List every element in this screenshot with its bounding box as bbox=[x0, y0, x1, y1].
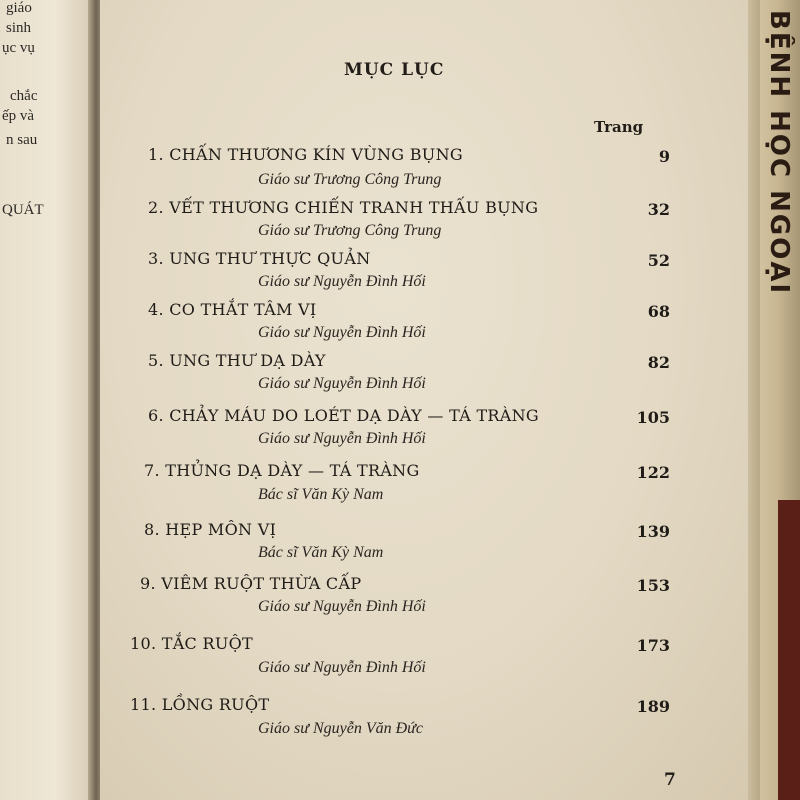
spine-title: BỆNH HỌC NGOẠI bbox=[764, 10, 794, 296]
toc-entry-author: Giáo sư Trương Công Trung bbox=[258, 171, 442, 188]
toc-entry-title: 11. LỒNG RUỘT bbox=[130, 695, 270, 714]
toc-entry-page: 32 bbox=[647, 200, 670, 219]
toc-heading: MỤC LỤC bbox=[344, 60, 445, 80]
toc-entry-page: 153 bbox=[636, 576, 670, 595]
left-page-fragment: chắc bbox=[10, 88, 38, 104]
toc-entry-title: 6. CHẢY MÁU DO LOÉT DẠ DÀY — TÁ TRÀNG bbox=[148, 406, 539, 425]
toc-entry-title: 10. TẮC RUỘT bbox=[130, 634, 254, 653]
left-page bbox=[0, 0, 92, 800]
left-page-fragment: ục vụ bbox=[2, 40, 35, 56]
toc-entry-author: Giáo sư Nguyễn Đình Hối bbox=[258, 659, 426, 676]
toc-entry-author: Giáo sư Nguyễn Đình Hối bbox=[258, 598, 426, 615]
left-page-fragment: n sau bbox=[6, 132, 38, 148]
toc-entry-page: 52 bbox=[647, 251, 670, 270]
toc-entry-author: Giáo sư Nguyễn Đình Hối bbox=[258, 324, 426, 341]
toc-entry-author: Bác sĩ Văn Kỳ Nam bbox=[258, 486, 384, 503]
spine-cover bbox=[778, 500, 800, 800]
toc-entry-title: 9. VIÊM RUỘT THỪA CẤP bbox=[140, 574, 362, 593]
toc-entry-title: 5. UNG THƯ DẠ DÀY bbox=[148, 351, 326, 370]
toc-entry-author: Giáo sư Nguyễn Đình Hối bbox=[258, 375, 426, 392]
left-page-fragment: giáo bbox=[6, 0, 32, 16]
page-column-label: Trang bbox=[594, 118, 644, 136]
toc-entry-page: 68 bbox=[647, 302, 670, 321]
toc-entry-title: 3. UNG THƯ THỰC QUẢN bbox=[148, 249, 371, 268]
toc-entry-title: 7. THỦNG DẠ DÀY — TÁ TRÀNG bbox=[144, 461, 420, 480]
toc-entry-page: 189 bbox=[636, 697, 670, 716]
toc-entry-page: 105 bbox=[636, 408, 670, 427]
toc-page bbox=[100, 0, 748, 800]
toc-entry-title: 2. VẾT THƯƠNG CHIẾN TRANH THẤU BỤNG bbox=[148, 198, 539, 217]
toc-entry-author: Giáo sư Nguyễn Đình Hối bbox=[258, 273, 426, 290]
toc-entry-page: 139 bbox=[636, 522, 670, 541]
toc-entry-page: 122 bbox=[636, 463, 670, 482]
toc-entry-author: Giáo sư Trương Công Trung bbox=[258, 222, 442, 239]
toc-entry-page: 82 bbox=[647, 353, 670, 372]
left-page-fragment: QUÁT bbox=[2, 202, 44, 218]
toc-entry-title: 1. CHẤN THƯƠNG KÍN VÙNG BỤNG bbox=[148, 145, 463, 164]
page-edge bbox=[748, 0, 760, 800]
left-page-fragment: ếp và bbox=[2, 108, 35, 124]
toc-entry-author: Giáo sư Nguyễn Văn Đức bbox=[258, 720, 423, 737]
toc-entry-author: Bác sĩ Văn Kỳ Nam bbox=[258, 544, 384, 561]
toc-entry-page: 9 bbox=[658, 147, 670, 166]
toc-entry-author: Giáo sư Nguyễn Đình Hối bbox=[258, 430, 426, 447]
toc-entry-title: 8. HẸP MÔN VỊ bbox=[144, 520, 277, 539]
left-page-fragment: sinh bbox=[6, 20, 32, 36]
toc-entry-page: 173 bbox=[636, 636, 670, 655]
toc-entry-title: 4. CO THẮT TÂM VỊ bbox=[148, 300, 317, 319]
page-number: 7 bbox=[664, 770, 676, 790]
